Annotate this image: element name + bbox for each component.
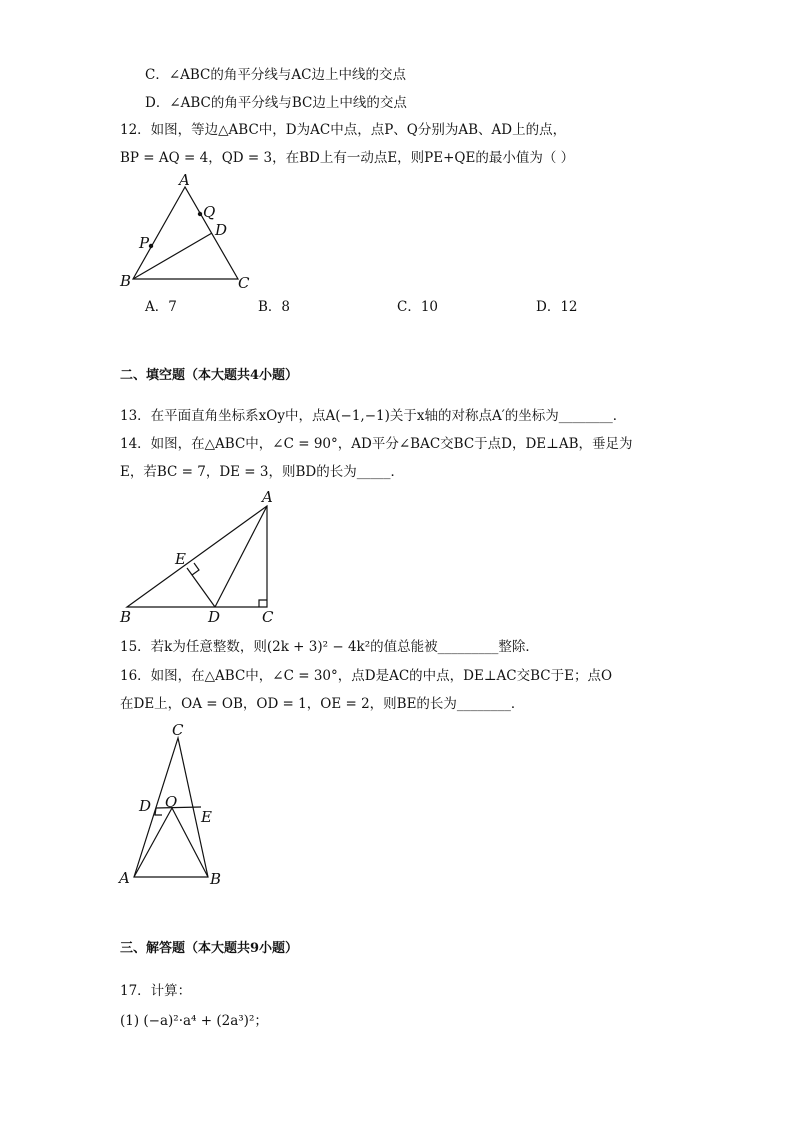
question-16-line2: 在DE上，OA = OB，OD = 1，OE = 2，则BE的长为________． xyxy=(120,696,525,712)
label-c: C xyxy=(262,608,274,626)
q12-option-b: B．8 xyxy=(258,299,291,315)
section-2-heading: 二、填空题（本大题共4小题） xyxy=(120,368,299,383)
point-q-dot xyxy=(198,212,202,216)
point-p-dot xyxy=(149,244,153,248)
q12-option-d: D．12 xyxy=(536,299,578,315)
question-16-line1: 16．如图，在△ABC中，∠C = 30°，点D是AC的中点，DE⊥AC交BC于E；点O xyxy=(120,668,613,684)
segment-de xyxy=(187,568,215,607)
question-17: 17．计算： xyxy=(120,983,192,999)
label-d: D xyxy=(215,221,228,239)
label-b: B xyxy=(120,608,132,626)
label-p: P xyxy=(139,234,150,252)
right-angle-mark-e xyxy=(192,563,199,575)
q12-option-a: A．7 xyxy=(145,299,177,315)
label-b: B xyxy=(120,272,132,290)
segment-ad xyxy=(215,506,267,607)
question-17-part-1: (1) (−a)²·a⁴ + (2a³)²； xyxy=(120,1013,268,1029)
option-c-q11: C．∠ABC的角平分线与AC边上中线的交点 xyxy=(145,67,406,83)
label-d: D xyxy=(139,797,152,815)
label-e: E xyxy=(201,808,212,826)
q12-option-c: C．10 xyxy=(397,299,439,315)
label-d: D xyxy=(208,608,221,626)
right-angle-mark-c xyxy=(259,600,267,607)
triangle-abc xyxy=(127,506,267,607)
label-c: C xyxy=(172,721,184,739)
label-a: A xyxy=(119,869,130,887)
question-12-line1: 12．如图，等边△ABC中，D为AC中点，点P、Q分别为AB、AD上的点， xyxy=(120,122,567,138)
label-e: E xyxy=(175,550,186,568)
figure-q16-triangle xyxy=(115,718,230,888)
question-12-line2: BP = AQ = 4，QD = 3，在BD上有一动点E，则PE+QE的最小值为（ ） xyxy=(120,150,575,166)
label-a: A xyxy=(262,488,273,506)
right-angle-mark-d xyxy=(155,808,162,815)
option-d-q11: D．∠ABC的角平分线与BC边上中线的交点 xyxy=(145,95,407,111)
question-14-line1: 14．如图，在△ABC中，∠C = 90°，AD平分∠BAC交BC于点D，DE⊥AB，垂足为 xyxy=(120,436,633,452)
question-14-line2: E，若BC = 7，DE = 3，则BD的长为_____． xyxy=(120,464,404,480)
question-15: 15．若k为任意整数，则(2k + 3)² − 4k²的值总能被_________整除． xyxy=(120,639,539,655)
segment-de xyxy=(156,807,201,808)
label-a: A xyxy=(179,171,190,189)
question-13: 13．在平面直角坐标系xOy中，点A(−1,−1)关于x轴的对称点A′的坐标为________． xyxy=(120,408,627,424)
figure-q14-right-triangle xyxy=(115,488,285,628)
label-o: O xyxy=(165,793,178,811)
section-3-heading: 三、解答题（本大题共9小题） xyxy=(120,941,299,956)
figure-q12-equilateral-triangle xyxy=(115,171,260,295)
label-c: C xyxy=(238,274,250,292)
label-b: B xyxy=(210,870,222,888)
label-q: Q xyxy=(203,203,216,221)
